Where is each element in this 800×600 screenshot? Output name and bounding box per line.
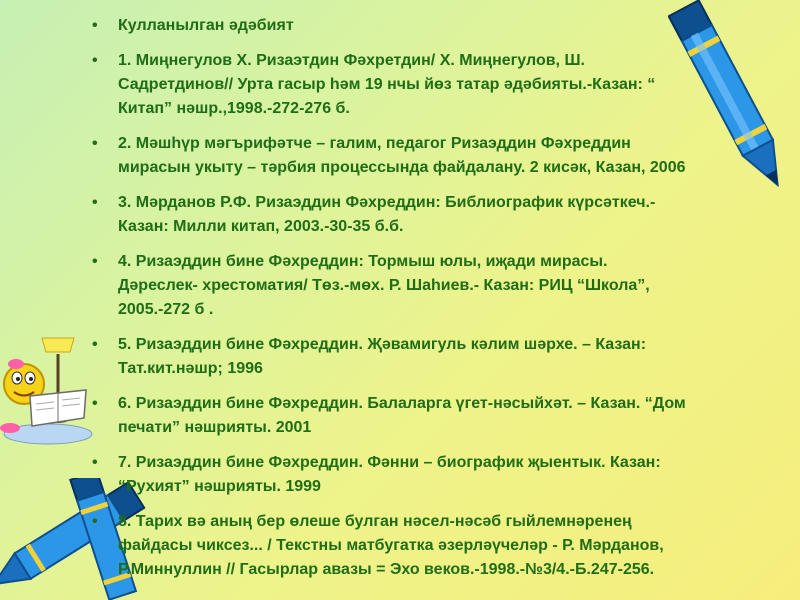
list-item: • 2. Мәшһүр мәгърифәтче – галим, педагог Ризаэддин Фәхреддин мирасын укыту – тәрбия процессында файдалану. 2 кисәк, Казан, 2006 xyxy=(88,132,688,180)
list-item: • 1. Миңнегулов Х. Ризаэтдин Фәхретдин/ Х. Миңнегулов, Ш. Садретдинов// Урта гасыр һәм 19 нчы йөз татар әдәбияты.-Казан: “ Китап” нәшр.,1998.-272-276 б. xyxy=(88,49,688,121)
reading-character-icon xyxy=(0,336,100,448)
bibliography-list xyxy=(88,14,688,593)
list-item: • 4. Ризаэддин бине Фәхреддин: Тормыш юлы, иҗади мирасы. Дәреслек- хрестоматия/ Төз.-мөх. Р. Шаһиев.- Казан: РИЦ “Школа”, 2005.-272 б . xyxy=(88,250,688,322)
list-heading: • Кулланылган әдәбият xyxy=(88,14,688,38)
list-item: • 5. Ризаэддин бине Фәхреддин. Җәвамигуль кәлим шәрхе. – Казан: Тат.кит.нәшр; 1996 xyxy=(88,333,688,381)
list-item: • 6. Ризаэддин бине Фәхреддин. Балаларга үгет-нәсыйхәт. – Казан. “Дом печати” нәшрияты. 2001 xyxy=(88,392,688,440)
list-item: • 8. Тарих вә аның бер өлеше булган нәсел-нәсәб гыйлемнәренең файдасы чиксез... / Текстны матбугатка әзерләүчеләр - Р. Мәрданов, Р.Миннуллин // Гасырлар авазы = Эхо веков.-1998.-№3/4.-Б.247-256. xyxy=(88,510,688,582)
list-item: • 7. Ризаэддин бине Фәхреддин. Фәнни – биографик җыентык. Казан: “Рухият” нәшрияты. 1999 xyxy=(88,451,688,499)
list-item: • 3. Мәрданов Р.Ф. Ризаэддин Фәхреддин: Библиографик күрсәткеч.-Казан: Милли китап, 2003.-30-35 б.б. xyxy=(88,191,688,239)
